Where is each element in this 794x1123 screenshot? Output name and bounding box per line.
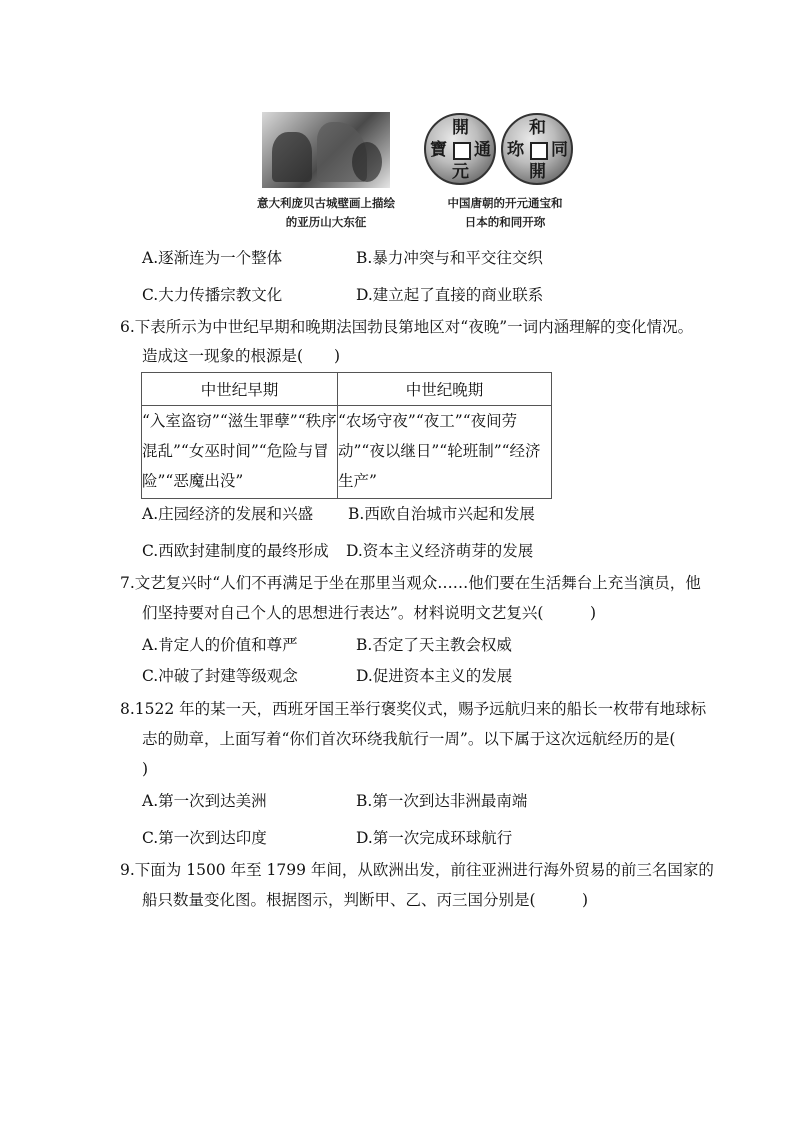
q7-option-a[interactable]: A.肯定人的价值和尊严 bbox=[142, 636, 298, 654]
q8-stem-line3: ) bbox=[142, 760, 149, 778]
q8-option-c[interactable]: C.第一次到达印度 bbox=[142, 829, 267, 847]
q8-stem-line1: 8.1522 年的某一天，西班牙国王举行褒奖仪式，赐予远航归来的船长一枚带有地球标 bbox=[120, 700, 707, 718]
kaiyuan-tongbao-coin-image: 開 通 元 寶 bbox=[424, 113, 496, 185]
q5-option-c[interactable]: C.大力传播宗教文化 bbox=[142, 286, 283, 304]
q7-option-c[interactable]: C.冲破了封建等级观念 bbox=[142, 667, 298, 685]
q7-option-d[interactable]: D.促进资本主义的发展 bbox=[356, 667, 513, 685]
q8-option-d[interactable]: D.第一次完成环球航行 bbox=[356, 829, 513, 847]
table-cell-late: “农场守夜”“夜工”“夜间劳动”“夜以继日”“轮班制”“经济生产” bbox=[338, 406, 552, 499]
q6-option-b[interactable]: B.西欧自治城市兴起和发展 bbox=[348, 505, 535, 523]
coins-caption-line2: 日本的和同开珎 bbox=[464, 215, 546, 229]
alexander-mural-image bbox=[262, 112, 390, 188]
q7-stem-line2: 们坚持要对自己个人的思想进行表达”。材料说明文艺复兴( ) bbox=[142, 604, 597, 622]
q9-stem-line2: 船只数量变化图。根据图示，判断甲、乙、丙三国分别是( ) bbox=[142, 891, 589, 909]
q6-option-c[interactable]: C.西欧封建制度的最终形成 bbox=[142, 542, 329, 560]
q5-option-d[interactable]: D.建立起了直接的商业联系 bbox=[356, 286, 544, 304]
q6-option-a[interactable]: A.庄园经济的发展和兴盛 bbox=[142, 505, 314, 523]
painting-caption-line2: 的亚历山大东征 bbox=[285, 215, 367, 229]
q9-stem-line1: 9.下面为 1500 年至 1799 年间，从欧洲出发，前往亚洲进行海外贸易的前三名国家的 bbox=[120, 861, 714, 879]
table-cell-early: “入室盗窃”“滋生罪孽”“秩序混乱”“女巫时间”“危险与冒险”“恶魔出没” bbox=[142, 406, 338, 499]
q8-option-b[interactable]: B.第一次到达非洲最南端 bbox=[356, 792, 528, 810]
wado-kaichin-coin-image: 和 同 開 珎 bbox=[501, 113, 573, 185]
q8-option-a[interactable]: A.第一次到达美洲 bbox=[142, 792, 267, 810]
q5-option-a[interactable]: A.逐渐连为一个整体 bbox=[142, 249, 283, 267]
q6-stem-line2: 造成这一现象的根源是( ) bbox=[142, 347, 341, 365]
q7-option-b[interactable]: B.否定了天主教会权威 bbox=[356, 636, 512, 654]
coins-caption-line1: 中国唐朝的开元通宝和 bbox=[447, 196, 563, 210]
q7-stem-line1: 7.文艺复兴时“人们不再满足于坐在那里当观众……他们要在生活舞台上充当演员，他 bbox=[120, 574, 701, 592]
q5-option-b[interactable]: B.暴力冲突与和平交往交织 bbox=[356, 249, 543, 267]
q6-stem-line1: 6.下表所示为中世纪早期和晚期法国勃艮第地区对“夜晚”一词内涵理解的变化情况。 bbox=[120, 318, 694, 336]
q8-stem-line2: 志的勋章，上面写着“你们首次环绕我航行一周”。以下属于这次远航经历的是( bbox=[142, 730, 676, 748]
painting-caption-line1: 意大利庞贝古城壁画上描绘 bbox=[257, 196, 395, 210]
q6-night-meaning-table bbox=[141, 372, 552, 499]
table-header-late: 中世纪晚期 bbox=[338, 373, 552, 406]
table-header-early: 中世纪早期 bbox=[142, 373, 338, 406]
q6-option-d[interactable]: D.资本主义经济萌芽的发展 bbox=[346, 542, 534, 560]
